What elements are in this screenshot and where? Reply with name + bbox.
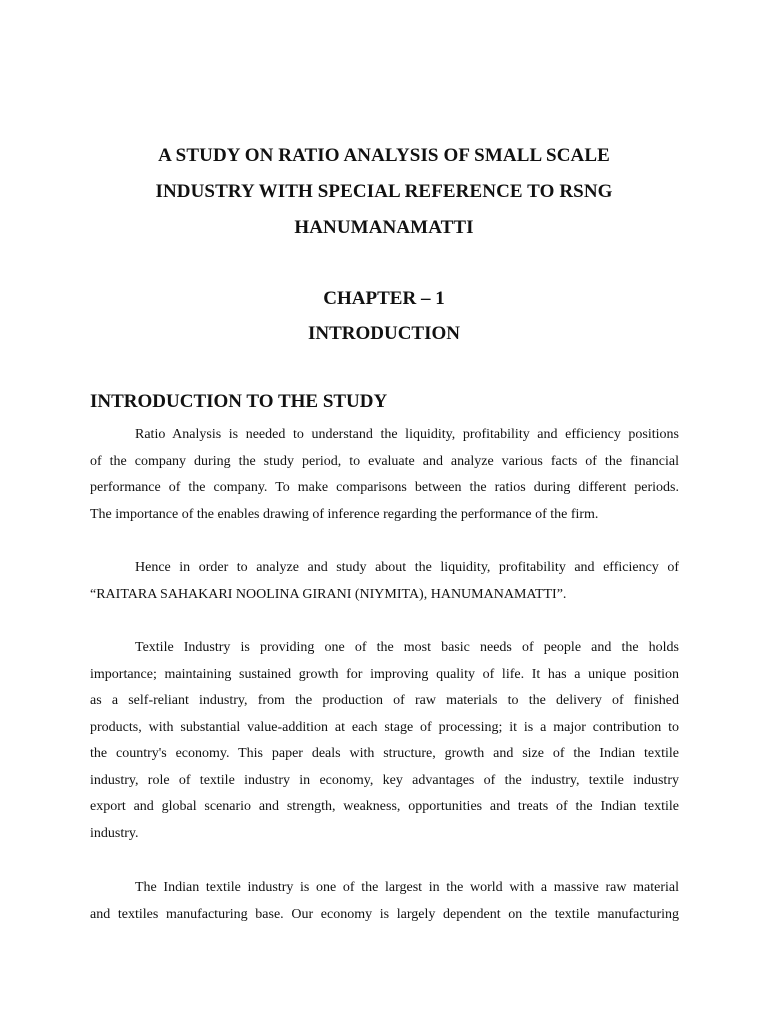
- paragraph-line: The importance of the enables drawing of inference regarding the performance of the firm.: [90, 506, 599, 522]
- paragraph-line: performance of the company. To make comparisons between the ratios during different periods.: [90, 480, 679, 495]
- paragraph: [90, 422, 679, 528]
- paragraph: [90, 635, 679, 847]
- paragraph-line: as a self-reliant industry, from the production of raw materials to the delivery of finished: [90, 693, 679, 708]
- paragraph-line: Ratio Analysis is needed to understand the liquidity, profitability and efficiency positions: [135, 427, 679, 442]
- title-line: HANUMANAMATTI: [294, 217, 474, 238]
- paragraph-line: industry, role of textile industry in economy, key advantages of the industry, textile industry: [90, 772, 679, 788]
- paragraph-line: Hence in order to analyze and study about the liquidity, profitability and efficiency of: [135, 560, 679, 575]
- paragraph-line: Textile Industry is providing one of the most basic needs of people and the holds: [135, 640, 679, 655]
- chapter-title: INTRODUCTION: [307, 323, 461, 344]
- chapter-heading: [0, 281, 768, 351]
- chapter-number: CHAPTER – 1: [323, 288, 445, 309]
- paragraph-line: industry.: [90, 825, 139, 841]
- paragraph-line: products, with substantial value-addition at each stage of processing; it is a major contribution to: [90, 719, 679, 735]
- section-heading: INTRODUCTION TO THE STUDY: [90, 391, 388, 412]
- title-line: INDUSTRY WITH SPECIAL REFERENCE TO RSNG: [155, 181, 613, 202]
- title-line: A STUDY ON RATIO ANALYSIS OF SMALL SCALE: [158, 145, 610, 166]
- paragraph: [90, 875, 679, 928]
- paragraph-line: of the company during the study period, to evaluate and analyze various facts of the financial: [90, 453, 679, 469]
- paragraph-line: The Indian textile industry is one of the largest in the world with a massive raw material: [135, 880, 679, 895]
- paragraph: [90, 555, 679, 608]
- paragraph-line: export and global scenario and strength, weakness, opportunities and treats of the Indian textile: [90, 799, 679, 814]
- paragraph-line: “RAITARA SAHAKARI NOOLINA GIRANI (NIYMITA), HANUMANAMATTI”.: [90, 586, 567, 602]
- document-title: [0, 138, 768, 246]
- paragraph-line: the country's economy. This paper deals with structure, growth and size of the Indian textile: [90, 746, 679, 761]
- paragraph-line: and textiles manufacturing base. Our economy is largely dependent on the textile manufacturing: [90, 906, 679, 922]
- paragraph-line: importance; maintaining sustained growth for improving quality of life. It has a unique position: [90, 666, 679, 682]
